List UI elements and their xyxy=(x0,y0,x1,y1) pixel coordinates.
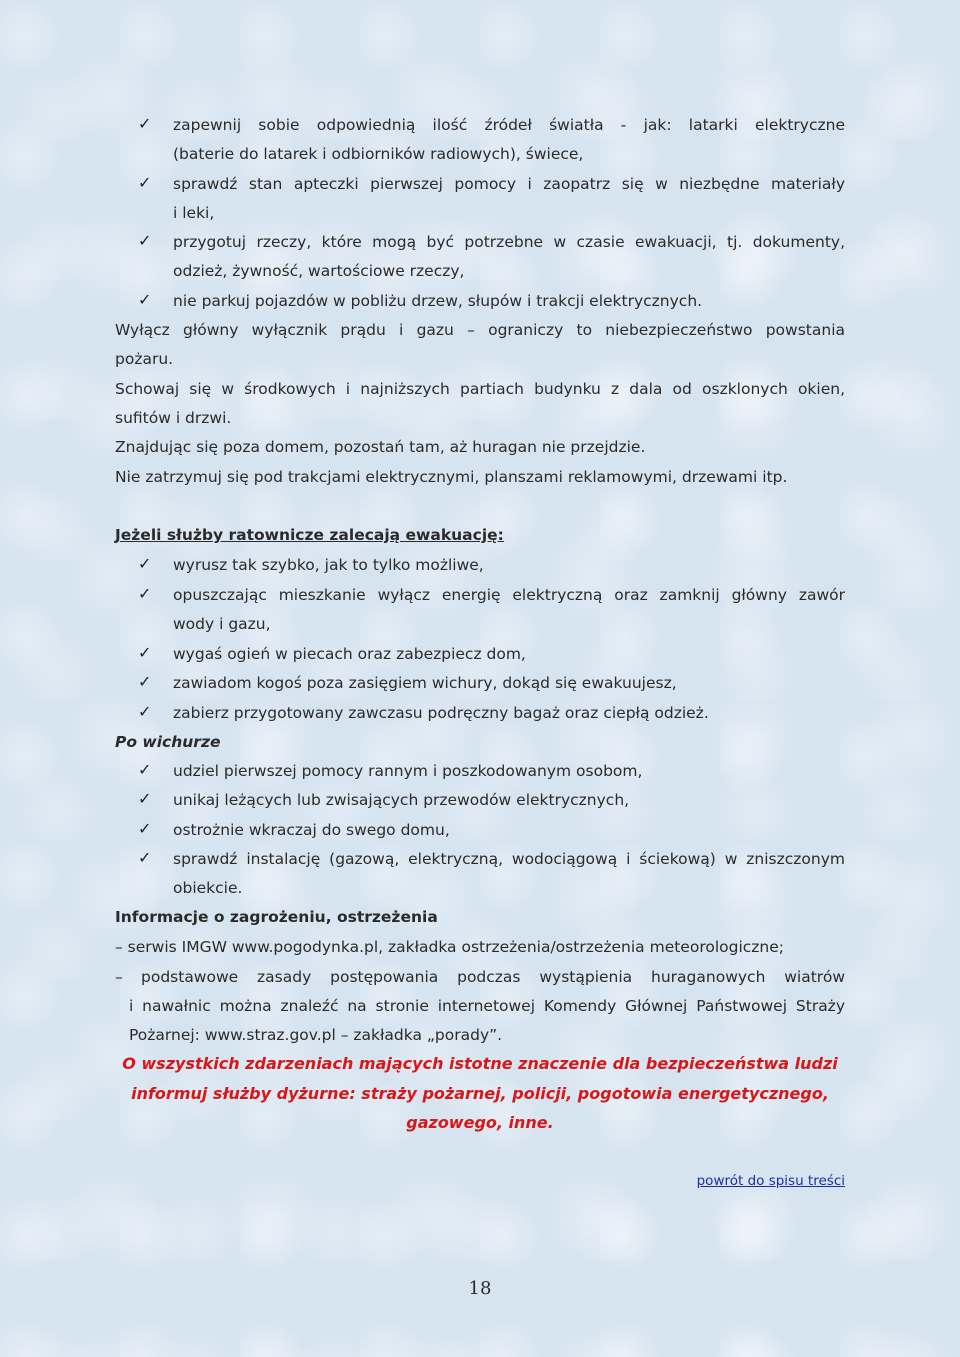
check-icon: ✓ xyxy=(138,672,152,691)
check-icon: ✓ xyxy=(138,848,152,867)
list2-item-4: zawiadom kogoś poza zasięgiem wichury, dokąd się ewakuujesz, xyxy=(173,674,677,692)
check-icon: ✓ xyxy=(138,231,152,250)
list1-item-2-line2: i leki, xyxy=(173,204,215,222)
list3-item-3: ostrożnie wkraczaj do swego domu, xyxy=(173,821,450,839)
list1-item-3-line1: przygotuj rzeczy, które mogą być potrzebne w czasie ewakuacji, tj. dokumenty, xyxy=(173,233,845,251)
after-storm-heading: Po wichurze xyxy=(115,733,221,751)
info-item-2-line3: Pożarnej: www.straz.gov.pl – zakładka „porady”. xyxy=(129,1026,503,1044)
check-icon: ✓ xyxy=(138,584,152,603)
check-icon: ✓ xyxy=(138,819,152,838)
check-icon: ✓ xyxy=(138,554,152,573)
list2-item-2-line1: opuszczając mieszkanie wyłącz energię elektryczną oraz zamknij główny zawór xyxy=(173,586,845,604)
back-to-toc-link[interactable]: powrót do spisu treści xyxy=(696,1173,845,1189)
info-item-2-line2: i nawałnic można znaleźć na stronie internetowej Komendy Głównej Państwowej Straży xyxy=(129,997,845,1015)
list1-item-4-line1: nie parkuj pojazdów w pobliżu drzew, słupów i trakcji elektrycznych. xyxy=(173,292,703,310)
para-1-line1: Wyłącz główny wyłącznik prądu i gazu – ograniczy to niebezpieczeństwo powstania xyxy=(115,321,845,339)
info-item-2-dash: – xyxy=(115,968,123,986)
para-3: Znajdując się poza domem, pozostań tam, aż huragan nie przejdzie. xyxy=(115,438,646,456)
para-4: Nie zatrzymuj się pod trakcjami elektrycznymi, planszami reklamowymi, drzewami itp. xyxy=(115,468,788,486)
notice-line-2: informuj służby dyżurne: straży pożarnej, policji, pogotowia energetycznego, xyxy=(131,1084,829,1103)
notice-line-1: O wszystkich zdarzeniach mających istotne znaczenie dla bezpieczeństwa ludzi xyxy=(122,1054,838,1073)
check-icon: ✓ xyxy=(138,702,152,721)
info-item-1: – serwis IMGW www.pogodynka.pl, zakładka ostrzeżenia/ostrzeżenia meteorologiczne; xyxy=(115,938,785,956)
para-2-line2: sufitów i drzwi. xyxy=(115,409,232,427)
list2-item-5: zabierz przygotowany zawczasu podręczny bagaż oraz ciepłą odzież. xyxy=(173,704,709,722)
list1-item-3-line2: odzież, żywność, wartościowe rzeczy, xyxy=(173,262,465,280)
list1-item-1-line2: (baterie do latarek i odbiorników radiowych), świece, xyxy=(173,145,584,163)
check-icon: ✓ xyxy=(138,643,152,662)
evacuation-heading: Jeżeli służby ratownicze zalecają ewakuację: xyxy=(115,526,504,544)
para-1-line2: pożaru. xyxy=(115,350,174,368)
list3-item-4-line2: obiekcie. xyxy=(173,879,243,897)
info-item-2-line1: podstawowe zasady postępowania podczas wystąpienia huraganowych wiatrów xyxy=(141,968,845,986)
check-icon: ✓ xyxy=(138,760,152,779)
check-icon: ✓ xyxy=(138,114,152,133)
list3-item-4-line1: sprawdź instalację (gazową, elektryczną, wodociągową i ściekową) w zniszczonym xyxy=(173,850,845,868)
notice-line-3: gazowego, inne. xyxy=(406,1113,554,1132)
check-icon: ✓ xyxy=(138,789,152,808)
info-heading: Informacje o zagrożeniu, ostrzeżenia xyxy=(115,908,438,926)
list3-item-1: udziel pierwszej pomocy rannym i poszkodowanym osobom, xyxy=(173,762,643,780)
para-2-line1: Schowaj się w środkowych i najniższych partiach budynku z dala od oszklonych okien, xyxy=(115,380,845,398)
check-icon: ✓ xyxy=(138,173,152,192)
check-icon: ✓ xyxy=(138,290,152,309)
list1-item-2-line1: sprawdź stan apteczki pierwszej pomocy i zaopatrz się w niezbędne materiały xyxy=(173,175,845,193)
list3-item-2: unikaj leżących lub zwisających przewodów elektrycznych, xyxy=(173,791,630,809)
list1-item-1-line1: zapewnij sobie odpowiednią ilość źródeł światła - jak: latarki elektryczne xyxy=(173,116,845,134)
list2-item-2-line2: wody i gazu, xyxy=(173,615,271,633)
list2-item-1: wyrusz tak szybko, jak to tylko możliwe, xyxy=(173,556,484,574)
list2-item-3: wygaś ogień w piecach oraz zabezpiecz dom, xyxy=(173,645,526,663)
page-number: 18 xyxy=(468,1278,492,1299)
